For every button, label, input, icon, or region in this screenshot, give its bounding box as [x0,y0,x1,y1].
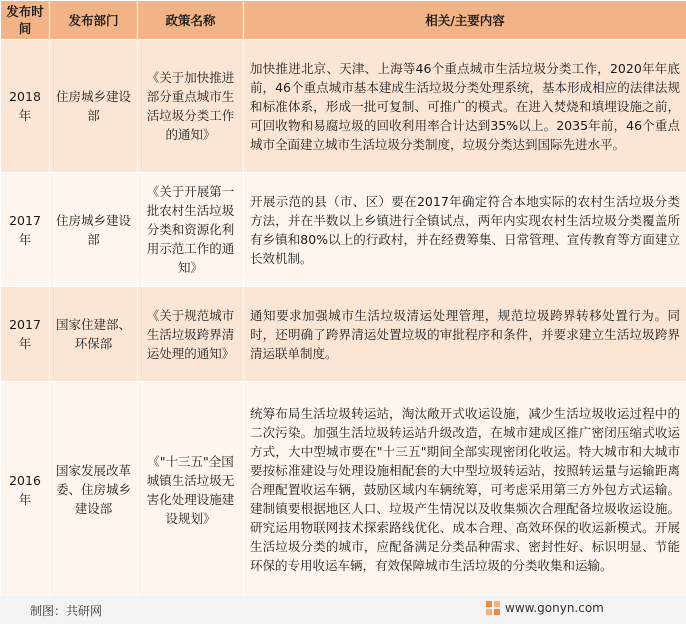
footer-bar [0,596,686,624]
table-row [1,287,686,382]
site-credit [486,601,604,615]
content-cell: 开展示范的县（市、区）要在2017年确定符合本地实际的农村生活垃圾分类方法，并在半数以上乡镇进行全镇试点，两年内实现农村生活垃圾分类覆盖所有乡镇和80%以上的行政村，并在经费筹集、日常管理、宣传教育等方面建立长效机制。 [244,173,686,287]
chart-source-label: 制图：共研网 [30,604,103,618]
gonyn-logo-icon [486,601,500,615]
site-url: www.gonyn.com [505,601,604,615]
table-row [1,40,686,173]
department-cell: 国家住建部、环保部 [50,287,138,382]
content-cell: 加快推进北京、天津、上海等46个重点城市生活垃圾分类工作，2020年年底前，46个重点城市基本建成生活垃圾分类处理系统，基本形成相应的法律法规和标准体系，形成一批可复制、可推广的模式。在进入焚烧和填埋设施之前，可回收物和易腐垃圾的回收利用率合计达到35%以上。2035年前，46个重点城市全面建立城市生活垃圾分类制度，垃圾分类达到国际先进水平。 [244,40,686,173]
year-cell: 2017年 [1,287,50,382]
department-cell: 住房城乡建设部 [50,40,138,173]
year-cell: 2018年 [1,40,50,173]
department-cell: 住房城乡建设部 [50,173,138,287]
department-cell: 国家发展改革委、住房城乡建设部 [50,382,138,598]
header-row [1,1,686,40]
table-row [1,382,686,598]
policy-name-cell: 《"十三五"全国城镇生活垃圾无害化处理设施建设规划》 [138,382,244,598]
content-cell: 通知要求加强城市生活垃圾清运处理管理，规范垃圾跨界转移处置行为。同时，还明确了跨界清运处置垃圾的审批程序和条件，并要求建立生活垃圾跨界清运联单制度。 [244,287,686,382]
content-cell: 统筹布局生活垃圾转运站，淘汰敞开式收运设施，减少生活垃圾收运过程中的二次污染。加强生活垃圾转运站升级改造，在城市建成区推广密闭压缩式收运方式，大中型城市要在"十三五"期间全部实现密闭化收运。特大城市和大城市要按标准建设与处理设施相配套的大中型垃圾转运站，按照转运量与运输距离合理配置收运车辆，鼓励区域内车辆统筹，可考虑采用第三方外包方式运输。建制镇要根据地区人口、垃圾产生情况以及收集频次合理配备垃圾收运设施。研究运用物联网技术探索路线优化、成本合理、高效环保的收运新模式。开展生活垃圾分类的城市，应配备满足分类品种需求、密封性好、标识明显、节能环保的专用收运车辆，有效保障城市生活垃圾的分类收集和运输。 [244,382,686,598]
policy-name-cell: 《关于加快推进部分重点城市生活垃圾分类工作的通知》 [138,40,244,173]
policy-name-cell: 《关于规范城市生活垃圾跨界清运处理的通知》 [138,287,244,382]
header-content: 相关/主要内容 [244,1,686,40]
year-cell: 2017年 [1,173,50,287]
header-release-time: 发布时间 [1,1,50,40]
header-policy-name: 政策名称 [138,1,244,40]
policy-name-cell: 《关于开展第一批农村生活垃圾分类和资源化利用示范工作的通知》 [138,173,244,287]
table-row [1,173,686,287]
year-cell: 2016年 [1,382,50,598]
header-department: 发布部门 [50,1,138,40]
